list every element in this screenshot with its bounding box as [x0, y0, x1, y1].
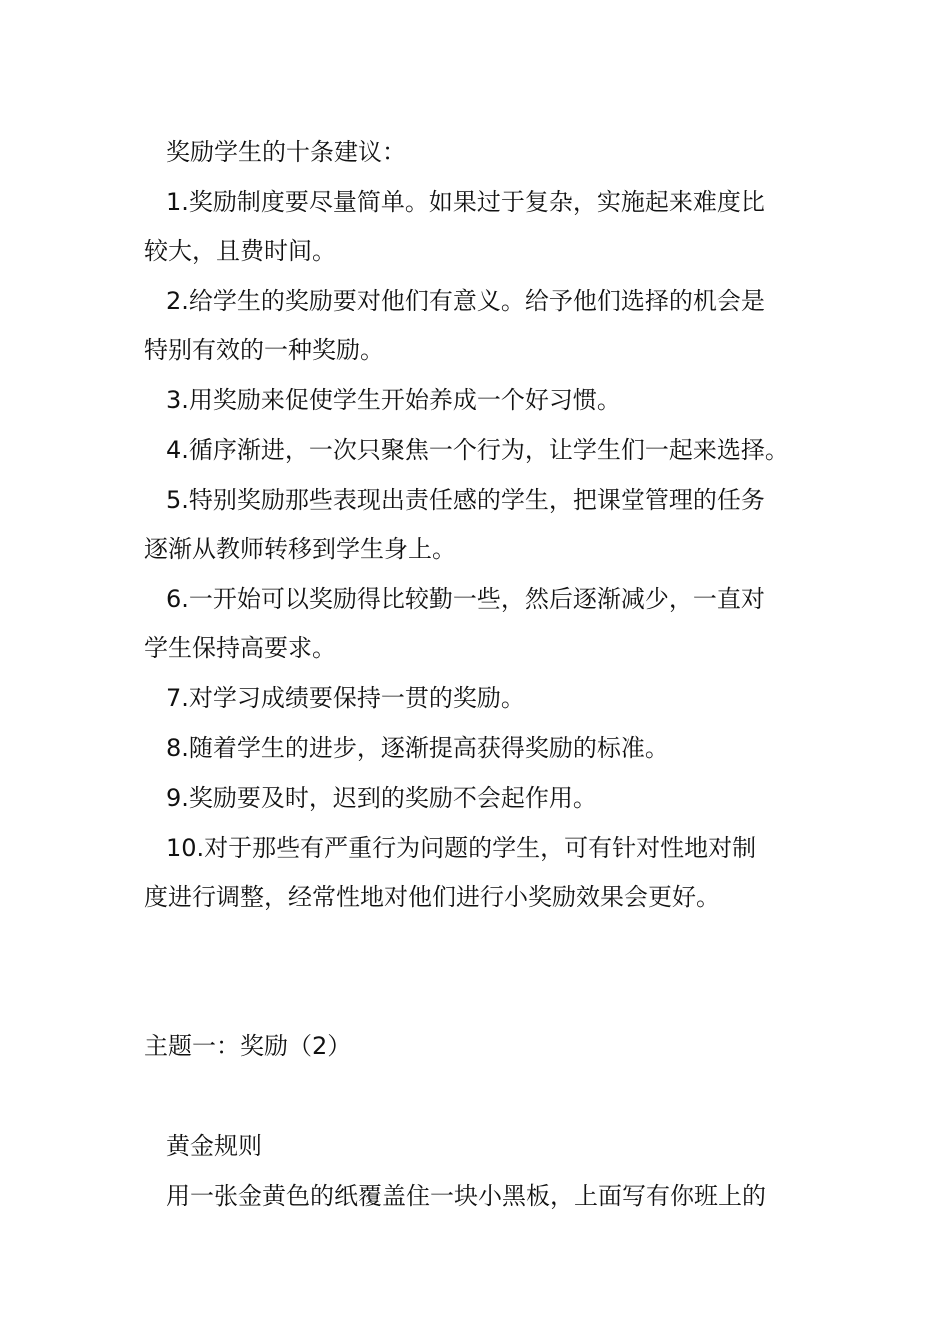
section-paragraph-line-1: 用一张金黄色的纸覆盖住一块小黑板，上面写有你班上的 — [166, 1182, 766, 1210]
item-1-line-2: 较大，且费时间。 — [144, 237, 336, 265]
item-2-line-2: 特别有效的一种奖励。 — [144, 336, 384, 364]
item-9-line-1: 9.奖励要及时，迟到的奖励不会起作用。 — [166, 784, 597, 812]
item-5-line-2: 逐渐从教师转移到学生身上。 — [144, 535, 456, 563]
item-10-line-1: 10.对于那些有严重行为问题的学生，可有针对性地对制 — [166, 834, 757, 862]
item-7-line-1: 7.对学习成绩要保持一贯的奖励。 — [166, 684, 525, 712]
section-heading: 黄金规则 — [166, 1132, 262, 1160]
item-3-line-1: 3.用奖励来促使学生开始养成一个好习惯。 — [166, 386, 621, 414]
item-10-line-2: 度进行调整，经常性地对他们进行小奖励效果会更好。 — [144, 883, 720, 911]
item-1-line-1: 1.奖励制度要尽量简单。如果过于复杂，实施起来难度比 — [166, 188, 765, 216]
item-6-line-1: 6.一开始可以奖励得比较勤一些，然后逐渐减少，一直对 — [166, 585, 765, 613]
item-8-line-1: 8.随着学生的进步，逐渐提高获得奖励的标准。 — [166, 734, 669, 762]
intro-heading: 奖励学生的十条建议： — [166, 138, 406, 166]
item-5-line-1: 5.特别奖励那些表现出责任感的学生，把课堂管理的任务 — [166, 486, 765, 514]
theme-title: 主题一：奖励（2） — [144, 1032, 352, 1060]
item-6-line-2: 学生保持高要求。 — [144, 634, 336, 662]
item-2-line-1: 2.给学生的奖励要对他们有意义。给予他们选择的机会是 — [166, 287, 765, 315]
item-4-line-1: 4.循序渐进，一次只聚焦一个行为，让学生们一起来选择。 — [166, 436, 789, 464]
